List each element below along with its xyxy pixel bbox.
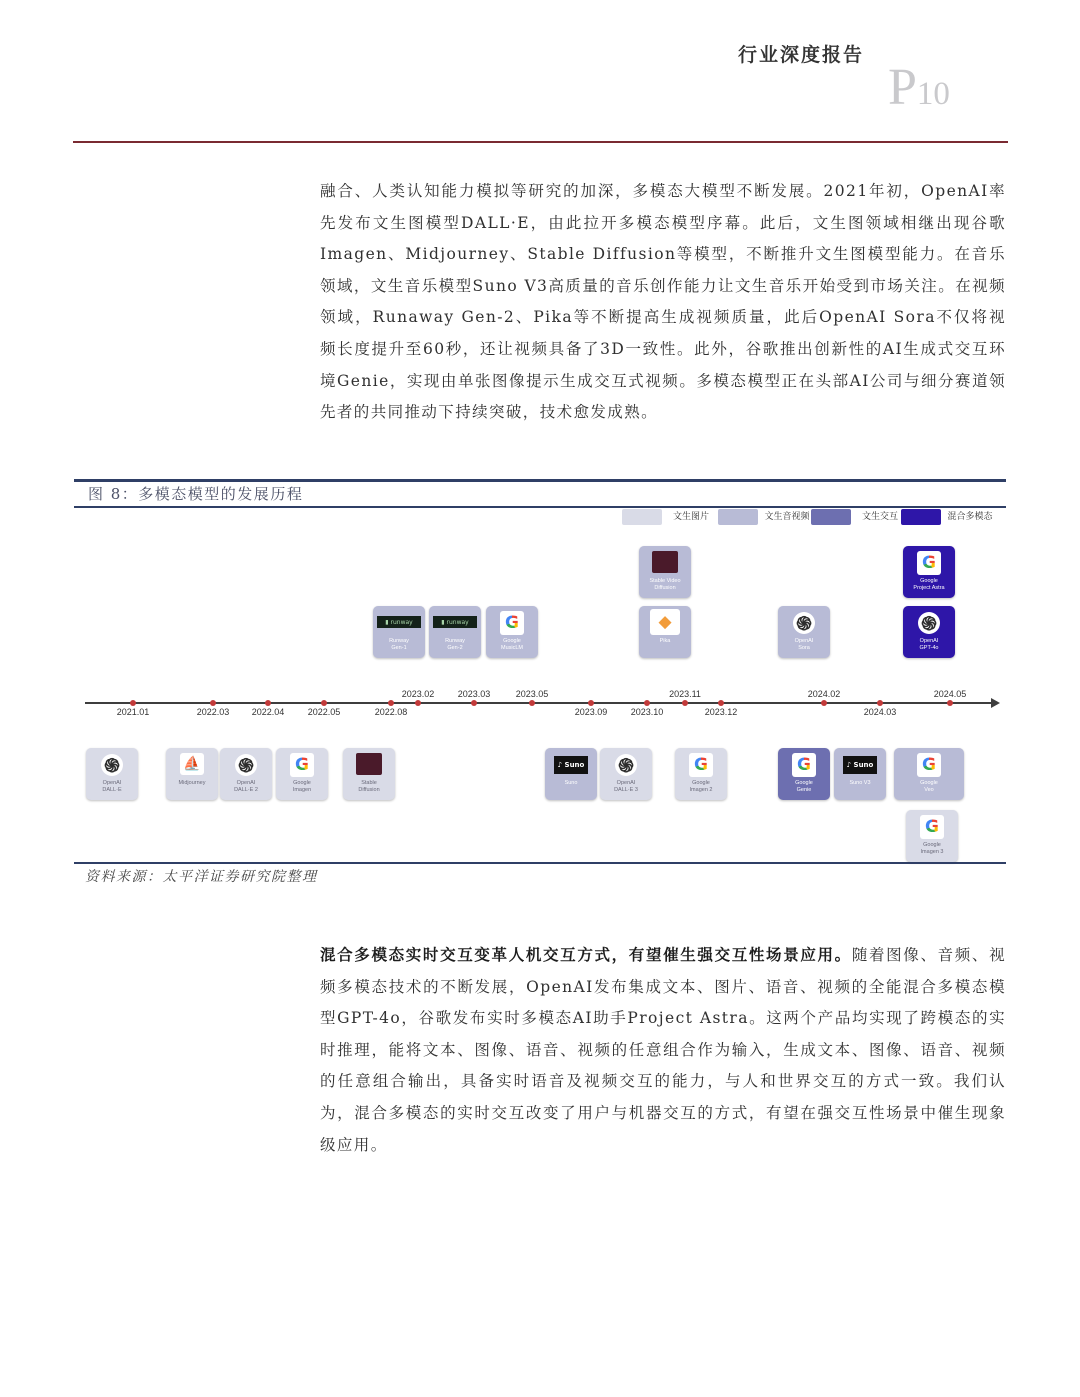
openai-icon: ֍ — [793, 612, 815, 634]
timeline-date: 2021.01 — [116, 707, 150, 717]
paragraph-text: 随着图像、音频、视频多模态技术的不断发展，OpenAI发布集成文本、图片、语音、视频的全能混合多模态模型GPT-4o，谷歌发布实时多模态AI助手Project Astra。这两个产品均实现了跨模态的实时推理，能将文本、图像、语音、视频的任意组合作为输入，生成文本、图像、语音、视频的任意组合输出，具备实时语音及视频交互的能力，与人和世界交互的方式一致。我们认为，混合多模态的实时交互改变了用户与机器交互的方式，有望在强交互性场景中催生现象级应用。 — [320, 946, 1006, 1154]
model-card — [903, 546, 955, 598]
model-card — [220, 748, 272, 800]
model-card-caption: Google Veo — [920, 780, 938, 793]
runway-icon: ▮ runway — [433, 616, 477, 628]
model-card — [675, 748, 727, 800]
model-card-caption: Google Project Astra — [913, 578, 945, 591]
legend-label: 文生交互 — [861, 512, 898, 522]
stable-video-icon — [652, 551, 678, 573]
model-card-caption: Runway Gen-1 — [389, 638, 409, 651]
legend-label: 文生音视频 — [764, 512, 810, 522]
model-card — [486, 606, 538, 658]
pika-icon: ◆ — [650, 609, 680, 635]
legend-item — [622, 509, 718, 525]
timeline-tick — [265, 700, 271, 706]
figure-source: 资料来源：太平洋证券研究院整理 — [85, 869, 318, 885]
model-card-caption: OpenAI Sora — [794, 638, 814, 651]
model-card-caption: Google Imagen 3 — [920, 842, 944, 855]
timeline-date: 2024.03 — [863, 707, 897, 717]
google-icon: G — [792, 753, 816, 777]
timeline-date: 2023.11 — [669, 689, 701, 699]
timeline-tick — [588, 700, 594, 706]
timeline-tick — [682, 700, 688, 706]
model-card — [778, 748, 830, 800]
model-card-caption: Google Genie — [795, 780, 813, 793]
timeline-date: 2022.03 — [196, 707, 230, 717]
page-number — [888, 58, 950, 117]
model-card-caption: OpenAI DALL·E 2 — [234, 780, 258, 793]
google-icon: G — [917, 753, 941, 777]
model-card-caption: Stable Diffusion — [358, 780, 380, 793]
model-card — [834, 748, 886, 800]
paragraph-lead: 混合多模态实时交互变革人机交互方式，有望催生强交互性场景应用。 — [320, 946, 852, 964]
timeline-tick — [130, 700, 136, 706]
body-paragraph-1: 融合、人类认知能力模拟等研究的加深，多模态大模型不断发展。2021年初，OpenAI率先发布文生图模型DALL·E，由此拉开多模态模型序幕。此后，文生图领域相继出现谷歌Imagen、Midjourney、Stable Diffusion等模型，不断推升文生图模型能力。在音乐领域，文生音乐模型Suno V3高质量的音乐创作能力让文生音乐开始受到市场关注。在视频领域，Runaway Gen-2、Pika等不断提高生成视频质量，此后OpenAI Sora不仅将视频长度提升至60秒，还让视频具备了3D一致性。此外，谷歌推出创新性的AI生成式交互环境Genie，实现由单张图像提示生成交互式视频。多模态模型正在头部AI公司与细分赛道领先者的共同推动下持续突破，技术愈发成熟。 — [320, 182, 1006, 422]
figure-caption: 图 8：多模态模型的发展历程 — [88, 485, 304, 503]
model-card — [903, 606, 955, 658]
model-card-caption: Midjourney — [178, 780, 206, 786]
model-card-caption: OpenAI GPT-4o — [919, 638, 939, 651]
model-card-caption: Stable Video Diffusion — [649, 578, 681, 591]
openai-icon: ֍ — [918, 612, 940, 634]
google-icon: G — [917, 551, 941, 575]
header-divider — [73, 141, 1008, 143]
model-card-caption: Google Imagen 2 — [689, 780, 713, 793]
midjourney-icon: ⛵ — [180, 753, 204, 775]
model-card — [429, 606, 481, 658]
timeline-tick — [644, 700, 650, 706]
timeline-tick — [877, 700, 883, 706]
timeline-date: 2023.03 — [457, 689, 491, 699]
timeline-date: 2023.12 — [704, 707, 738, 717]
legend-item — [811, 509, 907, 525]
legend-label: 文生图片 — [672, 512, 709, 522]
report-type-title: 行业深度报告 — [738, 44, 865, 66]
google-icon: G — [500, 611, 524, 635]
suno-icon: ♪ Suno — [843, 756, 877, 774]
timeline-date: 2022.04 — [251, 707, 285, 717]
page-number-value: 10 — [916, 76, 950, 112]
body-paragraph-2 — [320, 940, 1006, 1161]
timeline-date: 2023.05 — [515, 689, 549, 699]
timeline-tick — [947, 700, 953, 706]
timeline-tick — [210, 700, 216, 706]
timeline-tick — [718, 700, 724, 706]
suno-icon: ♪ Suno — [554, 756, 588, 774]
model-card-caption: Google Imagen — [292, 780, 312, 793]
timeline-axis — [85, 702, 993, 704]
timeline-tick — [388, 700, 394, 706]
openai-icon: ֍ — [101, 754, 123, 776]
model-card — [373, 606, 425, 658]
timeline-date: 2022.08 — [374, 707, 408, 717]
legend-item — [901, 509, 997, 525]
page-prefix: P — [888, 59, 917, 116]
timeline-tick — [529, 700, 535, 706]
model-card-caption: Runway Gen-2 — [445, 638, 465, 651]
timeline-arrow-icon — [991, 698, 1000, 708]
model-card-caption: Pika — [659, 638, 671, 644]
timeline-date: 2024.05 — [933, 689, 967, 699]
model-card — [86, 748, 138, 800]
model-card-caption: Google MusicLM — [500, 638, 523, 651]
timeline-date: 2023.02 — [401, 689, 435, 699]
timeline-date: 2023.10 — [630, 707, 664, 717]
timeline-tick — [321, 700, 327, 706]
model-card — [276, 748, 328, 800]
google-icon: G — [920, 815, 944, 839]
model-card-caption: OpenAI DALL·E 3 — [614, 780, 638, 793]
model-card-caption: Suno — [564, 780, 578, 786]
openai-icon: ֍ — [235, 754, 257, 776]
timeline-date: 2024.02 — [807, 689, 841, 699]
timeline-date: 2023.09 — [574, 707, 608, 717]
model-card — [166, 748, 218, 800]
model-card — [639, 546, 691, 598]
model-card — [778, 606, 830, 658]
legend-label: 混合多模态 — [947, 512, 993, 522]
openai-icon: ֍ — [615, 754, 637, 776]
figure-top-rule — [74, 479, 1006, 482]
model-card — [639, 606, 691, 658]
model-card-caption: Suno V3 — [849, 780, 871, 786]
model-card — [894, 748, 964, 800]
timeline-tick — [821, 700, 827, 706]
runway-icon: ▮ runway — [377, 616, 421, 628]
legend-item — [718, 509, 814, 525]
model-card-caption: OpenAI DALL·E — [102, 780, 122, 793]
model-card — [600, 748, 652, 800]
google-icon: G — [290, 753, 314, 777]
timeline-tick — [415, 700, 421, 706]
model-card — [343, 748, 395, 800]
model-card — [545, 748, 597, 800]
figure-bottom-rule — [74, 862, 1006, 864]
figure-caption-rule — [74, 506, 1006, 508]
timeline-tick — [471, 700, 477, 706]
stable-diffusion-icon — [356, 753, 382, 775]
google-icon: G — [689, 753, 713, 777]
model-card — [906, 810, 958, 862]
timeline-date: 2022.05 — [307, 707, 341, 717]
